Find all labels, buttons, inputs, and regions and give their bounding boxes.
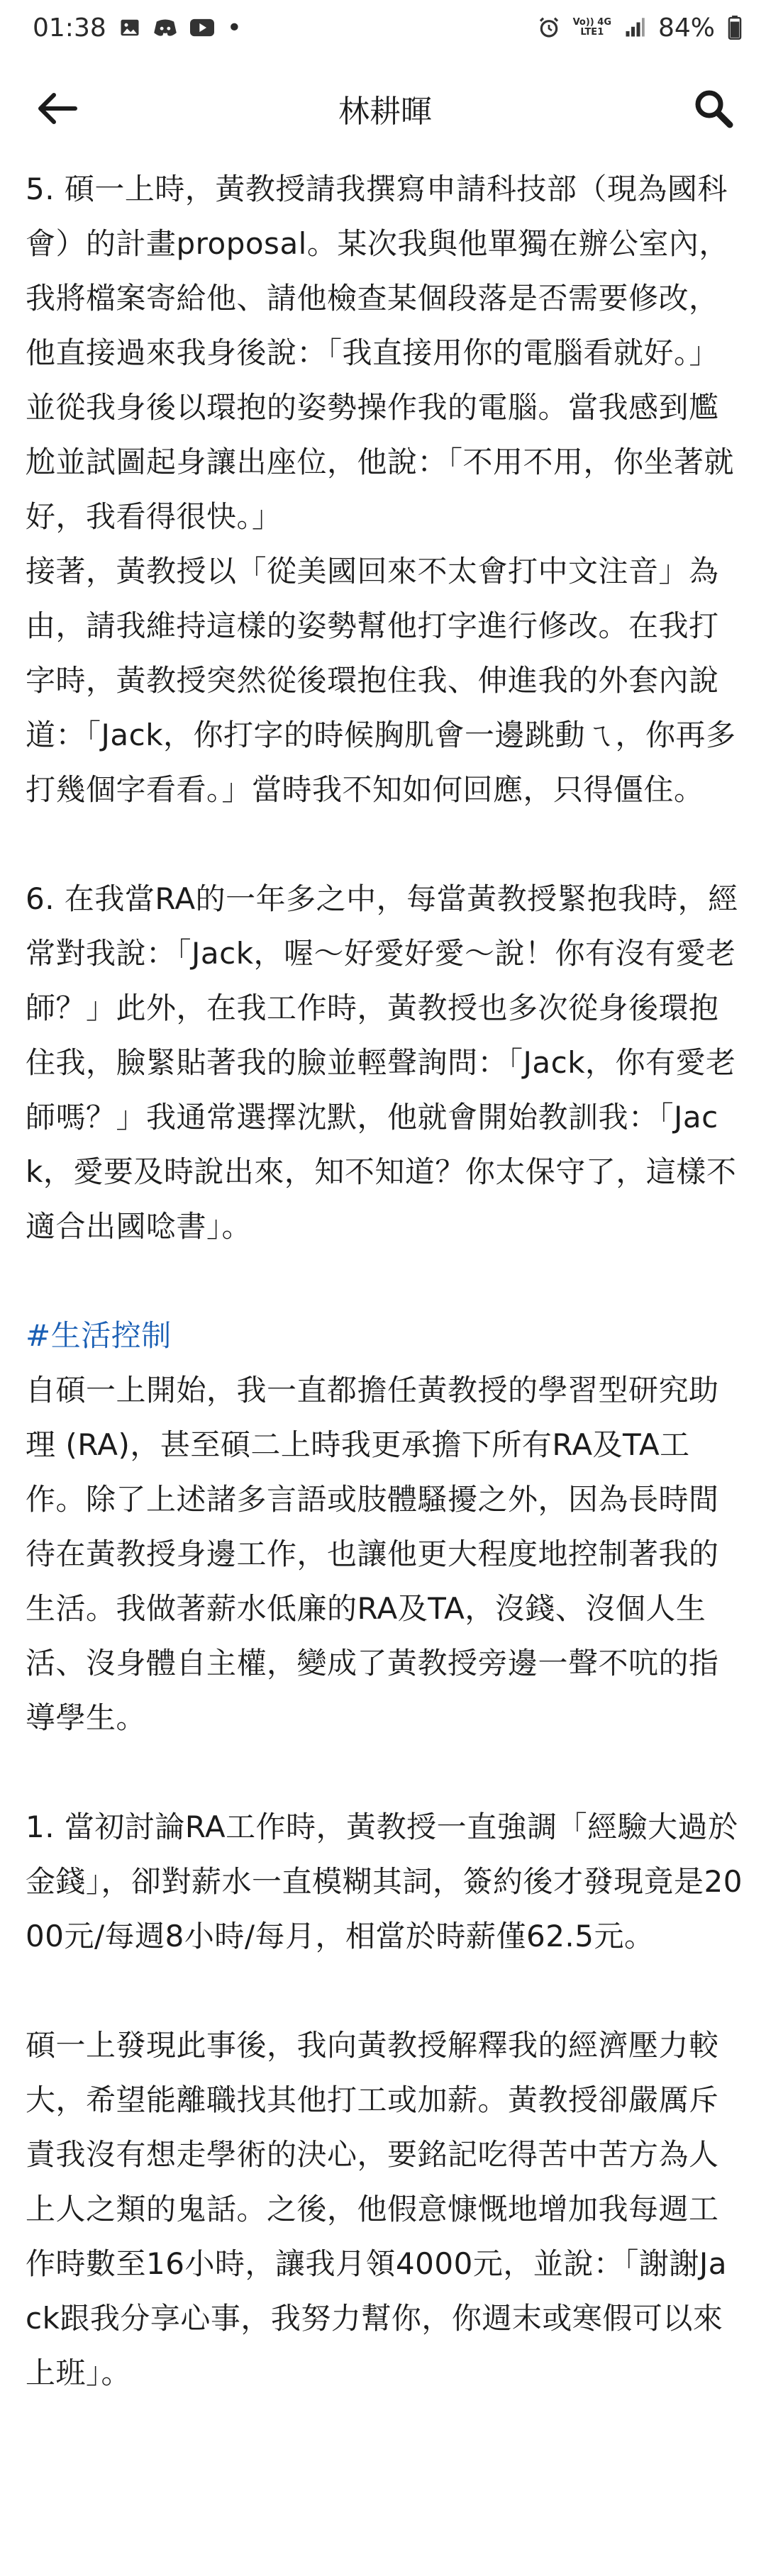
status-right — [538, 13, 742, 43]
paragraph-spacer — [26, 1963, 743, 2018]
network-bottom: LTE1 — [580, 27, 604, 38]
signal-icon — [624, 17, 645, 38]
app-header — [0, 55, 766, 162]
back-arrow-icon[interactable] — [31, 83, 82, 134]
hashtag-link[interactable]: #生活控制 — [26, 1318, 172, 1353]
paragraph-spacer — [26, 1254, 743, 1308]
post-paragraph-life-control: 自碩一上開始，我一直都擔任黃教授的學習型研究助理 (RA)，甚至碩二上時我更承擔下所有RA及TA工作。除了上述諸多言語或肢體騷擾之外，因為長時間待在黃教授身邊工作，也讓他更大程度地控制著我的生活。我做著薪水低廉的RA及TA，沒錢、沒個人生活、沒身體自主權，變成了黃教授旁邊一聲不吭的指導學生。 — [26, 1373, 719, 1735]
paragraph-spacer — [26, 817, 743, 871]
image-icon — [119, 17, 140, 38]
status-left — [33, 13, 242, 43]
battery-percent: 84% — [657, 13, 715, 43]
status-bar — [0, 0, 766, 55]
page-title: 林耕暉 — [338, 94, 432, 130]
battery-icon — [728, 16, 742, 40]
network-indicator — [573, 18, 611, 38]
post-paragraph-1-continued: 碩一上發現此事後，我向黃教授解釋我的經濟壓力較大，希望能離職找其他打工或加薪。黃教授卻嚴厲斥責我沒有想走學術的決心，要銘記吃得苦中苦方為人上人之類的鬼話。之後，他假意慷慨地增加我每週工作時數至16小時，讓我月領4000元，並說：「謝謝Jack跟我分享心事，我努力幫你，你週末或寒假可以來上班」。 — [26, 2028, 727, 2390]
paragraph-spacer — [26, 1745, 743, 1800]
post-paragraph-6: 6. 在我當RA的一年多之中，每當黃教授緊抱我時，經常對我說：「Jack，喔～好愛好愛～說！你有沒有愛老師？」此外，在我工作時，黃教授也多次從身後環抱住我，臉緊貼著我的臉並輕聲詢問：「Jack，你有愛老師嗎？」我通常選擇沈默，他就會開始教訓我：「Jack，愛要及時說出來，知不知道？你太保守了，這樣不適合出國唸書」。 — [26, 881, 738, 1244]
post-paragraph-1: 1. 當初討論RA工作時，黃教授一直強調「經驗大過於金錢」，卻對薪水一直模糊其詞，簽約後才發現竟是2000元/每週8小時/每月，相當於時薪僅62.5元。 — [26, 1810, 743, 1953]
post-paragraph-5-continued: 接著，黃教授以「從美國回來不太會打中文注音」為由，請我維持這樣的姿勢幫他打字進行修改。在我打字時，黃教授突然從後環抱住我、伸進我的外套內說道：「Jack，你打字的時候胸肌會一邊跳動ㄟ，你再多打幾個字看看。」當時我不知如何回應，只得僵住。 — [26, 554, 736, 807]
search-icon[interactable] — [688, 83, 739, 134]
youtube-icon — [190, 18, 214, 37]
status-dot: • — [226, 13, 242, 43]
post-content — [0, 162, 766, 2400]
post-paragraph-5: 5. 碩一上時，黃教授請我撰寫申請科技部（現為國科會）的計畫proposal。某次我與他單獨在辦公室內，我將檔案寄給他、請他檢查某個段落是否需要修改，他直接過來我身後說：「我直接用你的電腦看就好。」並從我身後以環抱的姿勢操作我的電腦。當我感到尷尬並試圖起身讓出座位，他說：「不用不用，你坐著就好，我看得很快。」 — [26, 172, 735, 534]
alarm-icon — [538, 16, 560, 39]
discord-icon — [153, 18, 177, 38]
network-top: Vo)) 4G — [572, 17, 611, 28]
status-time: 01:38 — [33, 13, 106, 43]
